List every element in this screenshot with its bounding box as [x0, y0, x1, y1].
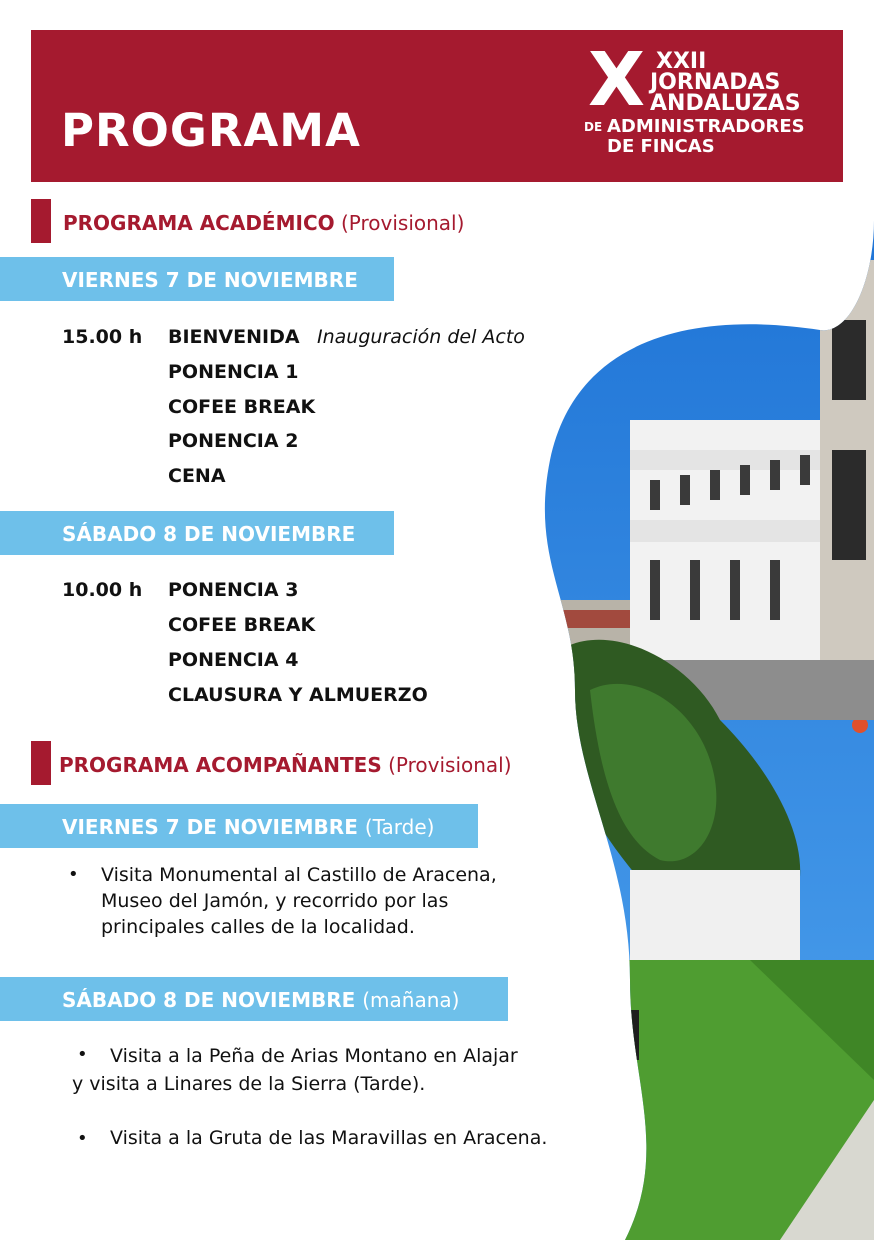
- companions-heading: [31, 741, 571, 785]
- companions-saturday-band: [0, 977, 508, 1021]
- bullet-mark: •: [77, 1044, 88, 1065]
- companions-friday-extra: (Tarde): [364, 815, 435, 839]
- academic-heading: [31, 199, 531, 243]
- logo-line-5: DE FINCAS: [607, 136, 715, 157]
- companions-friday-line: Visita Monumental al Castillo de Aracena,: [101, 864, 497, 886]
- academic-friday-item: COFEE BREAK: [168, 396, 316, 418]
- academic-friday-note: Inauguración del Acto: [317, 326, 525, 348]
- page-title: PROGRAMA: [61, 104, 361, 157]
- logo-roman-numeral: X: [588, 37, 646, 123]
- bullet-mark: •: [77, 1128, 88, 1149]
- logo-line-2: JORNADAS: [650, 70, 781, 95]
- academic-friday-item: PONENCIA 1: [168, 361, 299, 383]
- companions-saturday-item: y visita a Linares de la Sierra (Tarde).: [72, 1073, 426, 1095]
- event-logo: [584, 37, 836, 165]
- companions-saturday-extra: (mañana): [362, 988, 460, 1012]
- companions-friday-band: [0, 804, 478, 848]
- companions-heading-text: PROGRAMA ACOMPAÑANTES: [59, 753, 382, 777]
- academic-friday-item: BIENVENIDA: [168, 326, 300, 348]
- academic-friday-item: CENA: [168, 465, 226, 487]
- academic-saturday-item: CLAUSURA Y ALMUERZO: [168, 684, 428, 706]
- logo-prefix: DE: [584, 120, 603, 134]
- academic-heading-note: (Provisional): [340, 211, 465, 235]
- academic-friday-time: 15.00 h: [62, 326, 143, 348]
- academic-saturday-time: 10.00 h: [62, 579, 143, 601]
- academic-saturday-item: COFEE BREAK: [168, 614, 316, 636]
- academic-saturday-item: PONENCIA 3: [168, 579, 299, 601]
- companions-friday-line: principales calles de la localidad.: [101, 916, 415, 938]
- logo-line-1: XXII: [656, 49, 707, 74]
- logo-line-3: ANDALUZAS: [650, 91, 801, 116]
- academic-friday-item: PONENCIA 2: [168, 430, 299, 452]
- companions-saturday-label: SÁBADO 8 DE NOVIEMBRE: [62, 988, 356, 1012]
- academic-saturday-band: [0, 511, 394, 555]
- heading-accent-bar: [31, 199, 51, 243]
- companions-saturday-item: Visita a la Peña de Arias Montano en Alajar: [110, 1045, 518, 1067]
- logo-line-4: ADMINISTRADORES: [607, 116, 805, 137]
- companions-friday-label: VIERNES 7 DE NOVIEMBRE: [62, 815, 358, 839]
- academic-saturday-item: PONENCIA 4: [168, 649, 299, 671]
- heading-accent-bar: [31, 741, 51, 785]
- companions-friday-line: Museo del Jamón, y recorrido por las: [101, 890, 449, 912]
- companions-heading-note: (Provisional): [388, 753, 512, 777]
- header-banner: [31, 30, 843, 182]
- bullet-mark: •: [68, 864, 79, 885]
- hotel-photo: [520, 220, 874, 1240]
- academic-saturday-label: SÁBADO 8 DE NOVIEMBRE: [62, 522, 356, 546]
- academic-friday-label: VIERNES 7 DE NOVIEMBRE: [62, 268, 358, 292]
- academic-friday-band: [0, 257, 394, 301]
- academic-heading-text: PROGRAMA ACADÉMICO: [63, 211, 335, 235]
- companions-saturday-item: Visita a la Gruta de las Maravillas en Aracena.: [110, 1127, 548, 1149]
